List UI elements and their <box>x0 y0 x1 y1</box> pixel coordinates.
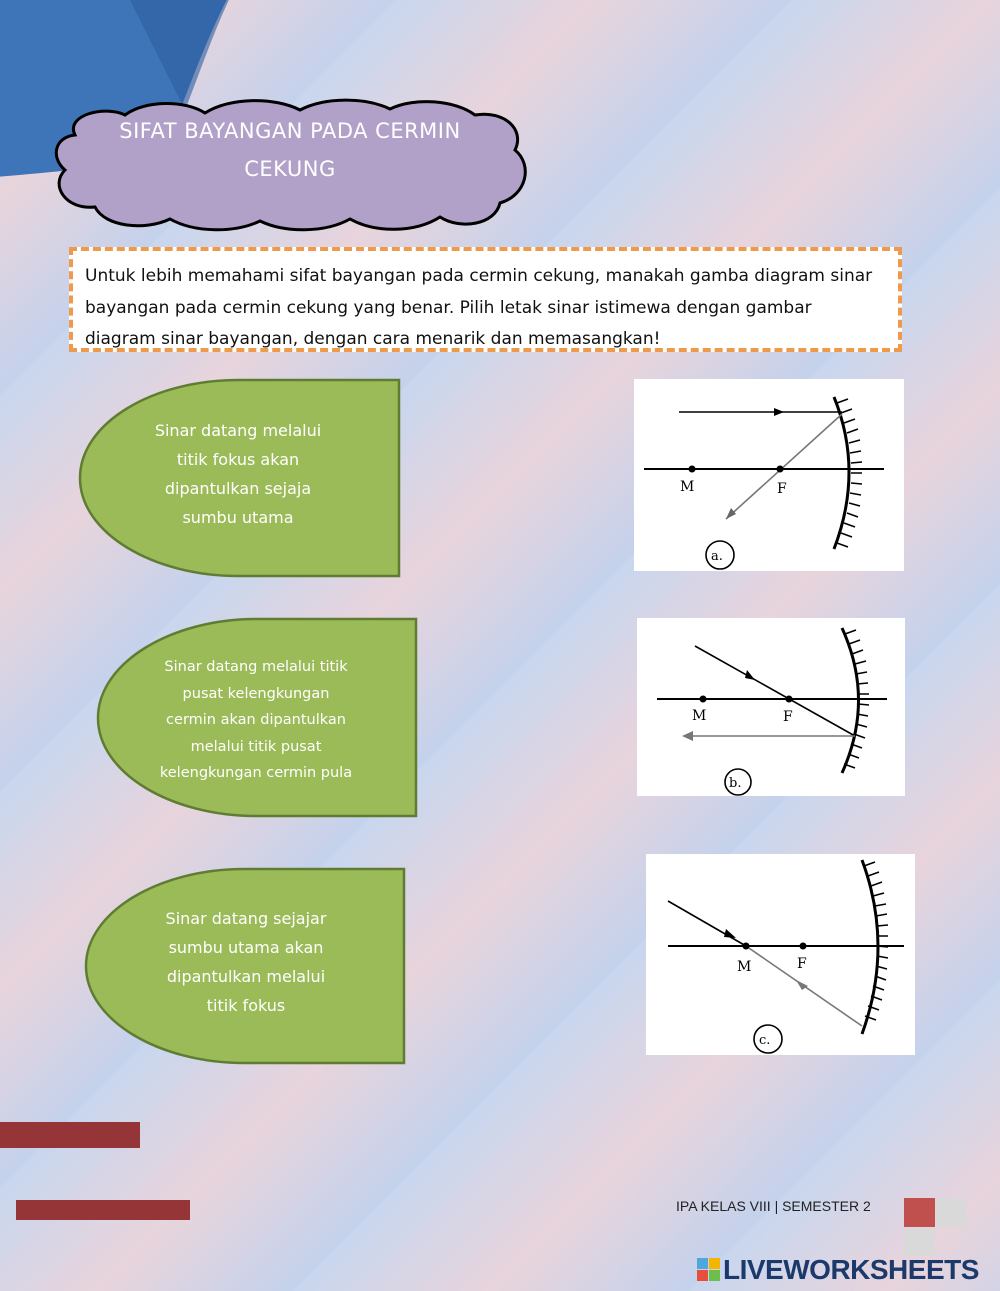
footer-square-red <box>904 1198 935 1227</box>
mirror-hatching-c <box>864 862 888 1020</box>
diagram-label-c: c. <box>759 1033 771 1048</box>
ray-diagram-c[interactable] <box>646 854 915 1055</box>
statement-1-line-4: sumbu utama <box>182 508 294 527</box>
ray-diagram-a[interactable] <box>634 379 904 571</box>
point-f-label-a: F <box>777 481 787 497</box>
point-f-label-c: F <box>797 956 807 972</box>
footer-label: IPA KELAS VIII | SEMESTER 2 <box>676 1198 871 1214</box>
instruction-box <box>69 247 902 352</box>
point-m-label-c: M <box>737 959 752 975</box>
brand-name: LIVEWORKSHEETS <box>723 1254 979 1285</box>
title-line-2: CEKUNG <box>244 157 336 181</box>
statement-3-line-2: sumbu utama akan <box>168 938 324 957</box>
statement-1-line-2: titik fokus akan <box>176 450 300 469</box>
statement-2-line-1: Sinar datang melalui titik <box>164 659 348 675</box>
statement-2-line-5: kelengkungan cermin pula <box>159 765 353 781</box>
statement-2-line-3: cermin akan dipantulkan <box>166 712 346 728</box>
statement-card-1[interactable] <box>78 378 403 580</box>
ray-diagram-b[interactable] <box>637 618 905 796</box>
point-f-label-b: F <box>783 709 793 725</box>
statement-card-2[interactable] <box>96 617 420 820</box>
liveworksheets-icon <box>695 1256 723 1284</box>
diagram-label-b: b. <box>729 776 742 791</box>
statement-3-line-1: Sinar datang sejajar <box>165 909 327 928</box>
statement-card-3[interactable] <box>84 867 408 1067</box>
statement-2-line-2: pusat kelengkungan <box>182 685 330 702</box>
point-m-label-b: M <box>692 708 707 724</box>
footer-square-gray-1 <box>936 1198 967 1227</box>
decor-bar-bottom <box>16 1200 190 1220</box>
page-title <box>80 112 500 188</box>
statement-2-line-4: melalui titik pusat <box>190 738 322 755</box>
statement-3-line-4: titik fokus <box>206 996 286 1015</box>
diagram-label-a: a. <box>711 549 723 564</box>
title-line-1: SIFAT BAYANGAN PADA CERMIN <box>119 119 461 143</box>
footer-square-gray-2 <box>904 1228 935 1256</box>
instruction-text: Untuk lebih memahami sifat bayangan pada cermin cekung, manakah gamba diagram sinar bayangan pada cermin cekung yang benar. Pilih letak sinar istimewa dengan gambar diagram sinar bayangan, dengan cara menarik dan memasangkan! <box>85 266 873 349</box>
statement-3-line-3: dipantulkan melalui <box>166 967 326 986</box>
statement-1-line-1: Sinar datang melalui <box>154 421 322 440</box>
brand-logo[interactable] <box>695 1254 979 1286</box>
point-m-label-a: M <box>680 479 695 495</box>
statement-1-line-3: dipantulkan sejaja <box>164 479 312 498</box>
decor-bar-top <box>0 1122 140 1148</box>
